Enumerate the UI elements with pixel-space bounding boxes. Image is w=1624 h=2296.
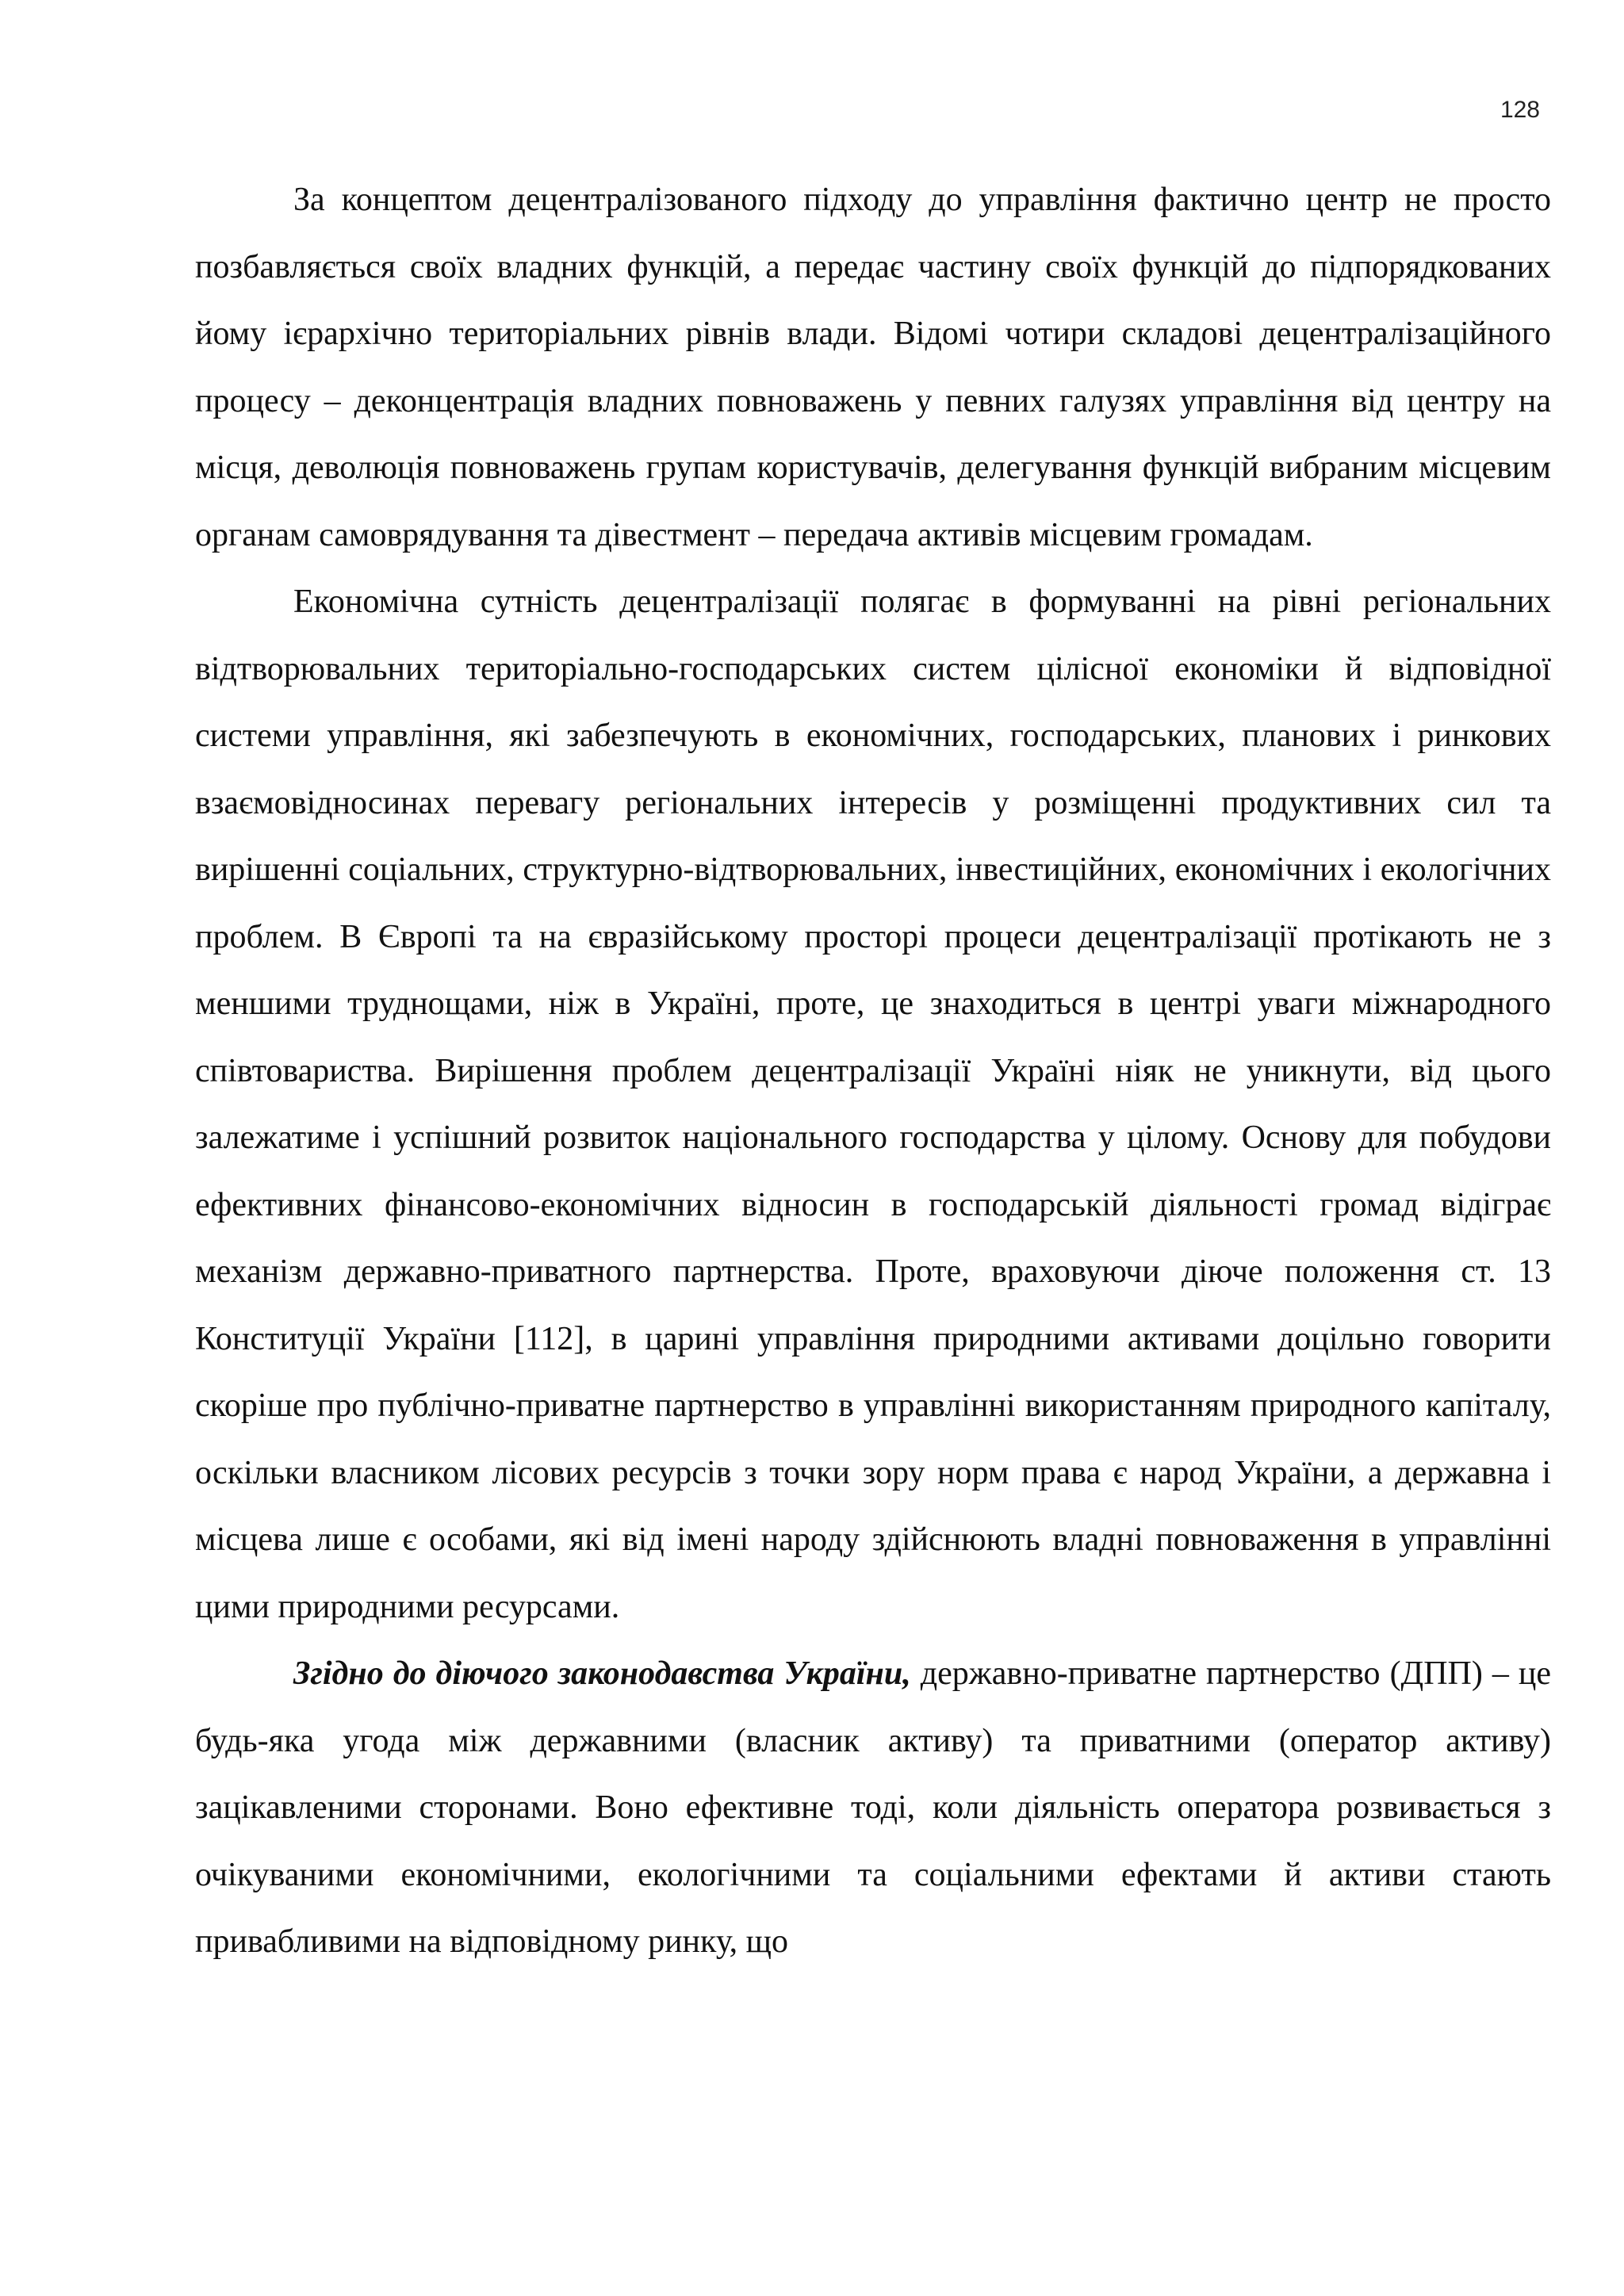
paragraph-public-private-partnership xyxy=(195,1640,1551,1976)
page-number: 128 xyxy=(1500,97,1540,123)
paragraph-economic-essence: Економічна сутність децентралізації полягає в формуванні на рівні регіональних відтворювальних територіально-господарських систем цілісної економіки й відповідної системи управління, які забезпечують в економічних, господарських, планових і ринкових взаємовідносинах перевагу регіональних інтересів у розміщенні продуктивних сил та вирішенні соціальних, структурно-відтворювальних, інвестиційних, економічних і екологічних проблем. В Європі та на євразійському просторі процеси децентралізації протікають не з меншими труднощами, ніж в Україні, проте, це знаходиться в центрі уваги міжнародного співтовариства. Вирішення проблем децентралізації Україні ніяк не уникнути, від цього залежатиме і успішний розвиток національного господарства у цілому. Основу для побудови ефективних фінансово-економічних відносин в господарській діяльності громад відіграє механізм державно-приватного партнерства. Проте, враховуючи діюче положення ст. 13 Конституції України [112], в царині управління природними активами доцільно говорити скоріше про публічно-приватне партнерство в управлінні використанням природного капіталу, оскільки власником лісових ресурсів з точки зору норм права є народ України, а державна і місцева лише є особами, які від імені народу здійснюють владні повноваження в управлінні цими природними ресурсами. xyxy=(195,584,1551,1625)
paragraph-body-text: державно-приватне партнерство (ДПП) – це будь-яка угода між державними (власник активу) та приватними (оператор активу) зацікавленими сторонами. Воно ефективне тоді, коли діяльність оператора розвивається з очікуваними економічними, екологічними та соціальними ефектами й активи стають привабливими на відповідному ринку, що xyxy=(195,1655,1551,1960)
paragraph-lead-emphasis: Згідно до діючого законодавства України, xyxy=(293,1655,911,1692)
document-body xyxy=(195,166,1551,1976)
paragraph-decentralization-concept: За концептом децентралізованого підходу до управління фактично центр не просто позбавляється своїх владних функцій, а передає частину своїх функцій до підпорядкованих йому ієрархічно територіальних рівнів влади. Відомі чотири складові децентралізаційного процесу – деконцентрація владних повноважень у певних галузях управління від центру на місця, деволюція повноважень групам користувачів, делегування функцій вибраним місцевим органам самоврядування та дівестмент – передача активів місцевим громадам. xyxy=(195,182,1551,553)
